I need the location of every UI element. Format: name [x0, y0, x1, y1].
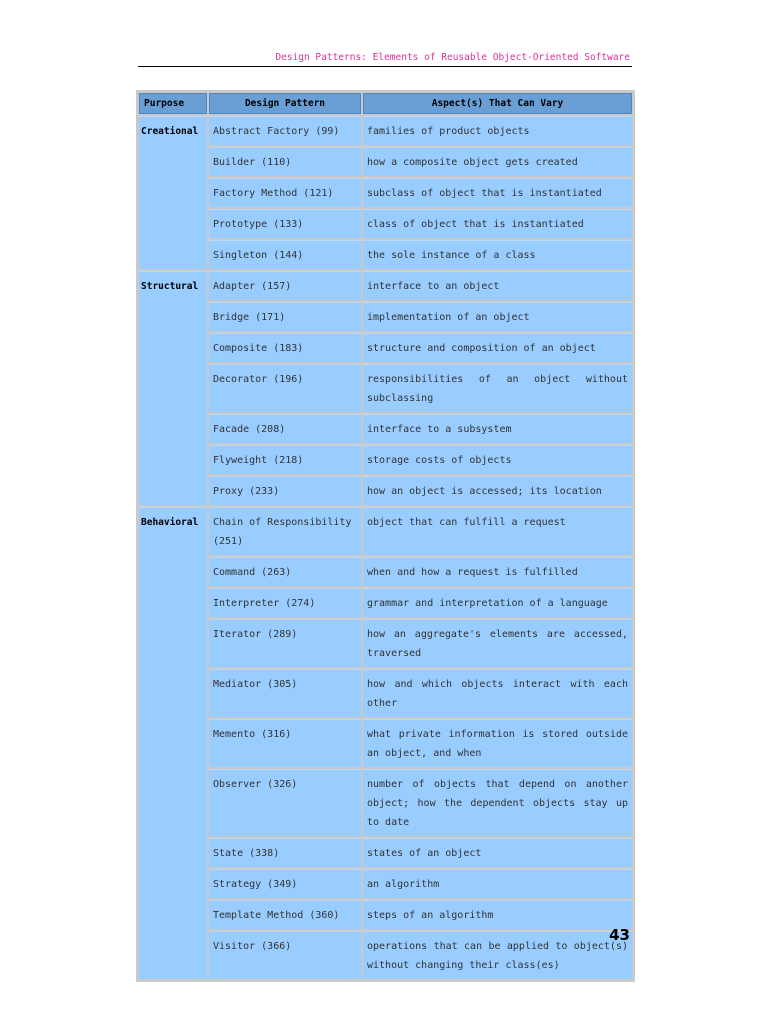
design-pattern-cell: Bridge (171) [209, 302, 361, 331]
aspect-cell: the sole instance of a class [363, 240, 632, 269]
aspect-cell: operations that can be applied to object(s) without changing their class(es) [363, 931, 632, 979]
table-row [139, 507, 632, 555]
table-row [139, 364, 632, 412]
design-pattern-cell: Builder (110) [209, 147, 361, 176]
aspect-cell: class of object that is instantiated [363, 209, 632, 238]
design-pattern-cell: Command (263) [209, 557, 361, 586]
table-row [139, 588, 632, 617]
table-row [139, 931, 632, 979]
table-row [139, 209, 632, 238]
design-pattern-cell: Proxy (233) [209, 476, 361, 505]
aspect-cell: storage costs of objects [363, 445, 632, 474]
design-pattern-cell: Prototype (133) [209, 209, 361, 238]
aspect-cell: interface to a subsystem [363, 414, 632, 443]
table-row [139, 557, 632, 586]
aspect-cell: structure and composition of an object [363, 333, 632, 362]
table-row [139, 769, 632, 836]
table-row [139, 669, 632, 717]
purpose-cell: Behavioral [139, 507, 207, 979]
aspect-cell: grammar and interpretation of a language [363, 588, 632, 617]
table-row [139, 476, 632, 505]
table-row [139, 719, 632, 767]
table-row [139, 414, 632, 443]
aspect-cell: an algorithm [363, 869, 632, 898]
table-row [139, 302, 632, 331]
table-row [139, 869, 632, 898]
design-pattern-cell: Template Method (360) [209, 900, 361, 929]
aspect-cell: how an object is accessed; its location [363, 476, 632, 505]
design-pattern-cell: Adapter (157) [209, 271, 361, 300]
design-pattern-table [137, 91, 634, 981]
purpose-cell: Structural [139, 271, 207, 505]
column-header-purpose: Purpose [139, 93, 207, 114]
design-pattern-cell: Facade (208) [209, 414, 361, 443]
table-row [139, 116, 632, 145]
aspect-cell: how a composite object gets created [363, 147, 632, 176]
aspect-cell: steps of an algorithm [363, 900, 632, 929]
design-pattern-cell: Visitor (366) [209, 931, 361, 979]
table-row [139, 445, 632, 474]
design-pattern-cell: State (338) [209, 838, 361, 867]
table-body [139, 116, 632, 979]
table-row [139, 271, 632, 300]
design-pattern-cell: Observer (326) [209, 769, 361, 836]
table-row [139, 333, 632, 362]
page-number: 43 [609, 926, 630, 944]
aspect-cell: interface to an object [363, 271, 632, 300]
design-pattern-cell: Strategy (349) [209, 869, 361, 898]
purpose-cell: Creational [139, 116, 207, 269]
design-pattern-cell: Memento (316) [209, 719, 361, 767]
header-rule [138, 66, 632, 67]
aspect-cell: responsibilities of an object without subclassing [363, 364, 632, 412]
aspect-cell: how an aggregate's elements are accessed, traversed [363, 619, 632, 667]
design-pattern-cell: Factory Method (121) [209, 178, 361, 207]
design-pattern-cell: Chain of Responsibility (251) [209, 507, 361, 555]
table-row [139, 838, 632, 867]
aspect-cell: what private information is stored outside an object, and when [363, 719, 632, 767]
design-pattern-cell: Interpreter (274) [209, 588, 361, 617]
aspect-cell: object that can fulfill a request [363, 507, 632, 555]
aspect-cell: number of objects that depend on another object; how the dependent objects stay up to date [363, 769, 632, 836]
table-row [139, 619, 632, 667]
running-header-title: Design Patterns: Elements of Reusable Object-Oriented Software [275, 52, 630, 63]
design-pattern-cell: Abstract Factory (99) [209, 116, 361, 145]
design-pattern-cell: Iterator (289) [209, 619, 361, 667]
aspect-cell: families of product objects [363, 116, 632, 145]
design-pattern-cell: Mediator (305) [209, 669, 361, 717]
table-row [139, 900, 632, 929]
table-row [139, 147, 632, 176]
aspect-cell: implementation of an object [363, 302, 632, 331]
table-row [139, 240, 632, 269]
design-pattern-cell: Singleton (144) [209, 240, 361, 269]
aspect-cell: subclass of object that is instantiated [363, 178, 632, 207]
aspect-cell: when and how a request is fulfilled [363, 557, 632, 586]
aspect-cell: how and which objects interact with each other [363, 669, 632, 717]
design-pattern-cell: Decorator (196) [209, 364, 361, 412]
aspect-cell: states of an object [363, 838, 632, 867]
design-pattern-table-frame [136, 90, 635, 982]
column-header-aspect: Aspect(s) That Can Vary [363, 93, 632, 114]
table-header-row [139, 93, 632, 114]
design-pattern-cell: Flyweight (218) [209, 445, 361, 474]
column-header-design-pattern: Design Pattern [209, 93, 361, 114]
table-row [139, 178, 632, 207]
design-pattern-cell: Composite (183) [209, 333, 361, 362]
